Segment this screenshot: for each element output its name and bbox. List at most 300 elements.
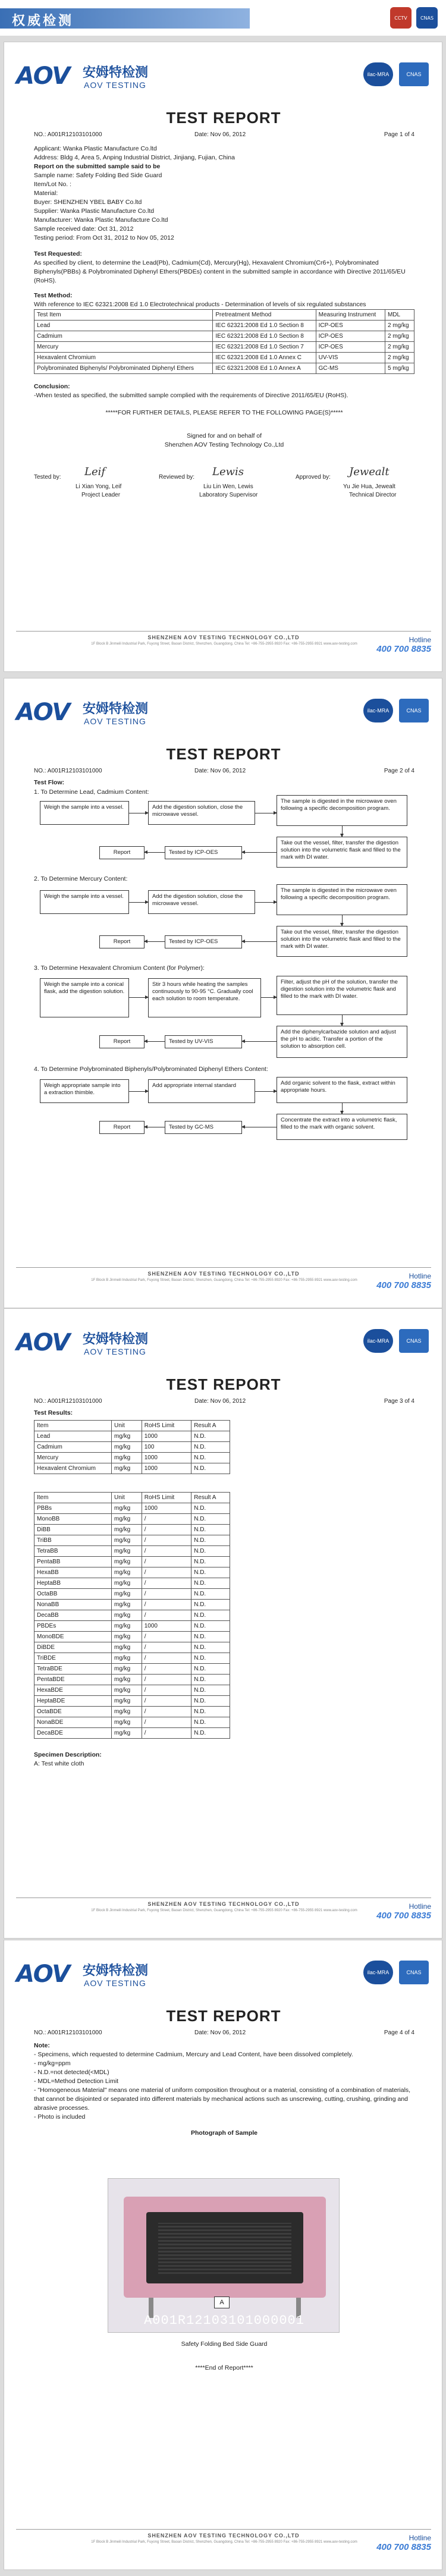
photo-caption: Safety Folding Bed Side Guard (181, 2341, 268, 2348)
flow-1-step-microwave: The sample is digested in the microwave oven following a specific decomposition program. (277, 795, 407, 826)
flow-arrow (242, 941, 277, 942)
table-cell: 1000 (142, 1431, 191, 1442)
hotline (376, 636, 431, 654)
report-meta (34, 2030, 414, 2038)
hotline-label: Hotline (409, 636, 431, 644)
table-cell: N.D. (191, 1728, 230, 1739)
table-cell: mg/kg (112, 1546, 142, 1557)
end-of-report: ****End of Report**** (195, 2364, 253, 2371)
table-cell: ICP-OES (316, 321, 385, 331)
table-cell: DecaBDE (34, 1728, 112, 1739)
photo-title: Photograph of Sample (190, 2129, 257, 2137)
company-en-name: AOV TESTING (84, 1347, 146, 1356)
page-number: Page 4 of 4 (384, 2030, 414, 2036)
ilac-mra-logo: ilac-MRA (363, 1329, 393, 1353)
sample-name: Sample name: Safety Folding Bed Side Guard (34, 172, 162, 179)
flow-3-step-weigh: Weigh the sample into a conical flask, add the digestion solution. (40, 978, 129, 1017)
table-cell: mg/kg (112, 1642, 142, 1653)
table-cell: 2 mg/kg (385, 353, 414, 363)
table-row (34, 1535, 230, 1546)
table-row (34, 342, 414, 353)
table-cell: N.D. (191, 1685, 230, 1696)
tester-name: Li Xian Yong, Leif (76, 483, 122, 490)
table-cell: N.D. (191, 1557, 230, 1567)
metals-table-body (34, 1431, 230, 1474)
table-cell: / (142, 1653, 191, 1664)
table-cell: IEC 62321:2008 Ed 1.0 Section 8 (213, 321, 316, 331)
sample-photo (108, 2178, 340, 2333)
table-header: Unit (112, 1493, 142, 1503)
buyer: Buyer: SHENZHEN YBEL BABY Co.ltd (34, 199, 142, 206)
table-cell: N.D. (191, 1525, 230, 1535)
method-text: With reference to IEC 62321:2008 Ed 1.0 Electrotechnical products - Determination of levels of six regulated substances (34, 301, 366, 308)
table-cell: / (142, 1535, 191, 1546)
requested-text: As specified by client, to determine the Lead(Pb), Cadmium(Cd), Mercury(Hg), Hexavalent Chromium(Cr6+), Polybrominated Biphenyls(PBBs) & Polybrominated Diphenyl Ethers(PBDEs) content in the submitted sample in accordance with Directive 2011/65/EU (RoHS). (34, 259, 406, 284)
table-cell: mg/kg (112, 1664, 142, 1675)
flow-4-step-concentrate: Concentrate the extract into a volumetric flask, filled to the mark with organic solvent. (277, 1114, 407, 1140)
table-cell: Lead (34, 1431, 112, 1442)
table-cell: / (142, 1610, 191, 1621)
footer-company: SHENZHEN AOV TESTING TECHNOLOGY CO.,LTD (147, 634, 300, 640)
table-row (34, 1728, 230, 1739)
flow-4-title: 4. To Determine Polybrominated Biphenyls/Polybrominated Diphenyl Ethers Content: (34, 1066, 268, 1073)
table-cell: ICP-OES (316, 331, 385, 342)
table-row (34, 1453, 230, 1463)
table-cell: 1000 (142, 1503, 191, 1514)
table-cell: / (142, 1707, 191, 1717)
table-cell: N.D. (191, 1653, 230, 1664)
flow-1-title: 1. To Determine Lead, Cadmium Content: (34, 788, 149, 796)
table-cell: / (142, 1578, 191, 1589)
company-en-name: AOV TESTING (84, 80, 146, 90)
cnas-cert-logo: CNAS (399, 62, 429, 86)
report-on: Report on the submitted sample said to be (34, 163, 161, 170)
ilac-mra-logo: ilac-MRA (363, 699, 393, 722)
page-title: TEST REPORT (166, 1375, 281, 1393)
table-cell: Cadmium (34, 1442, 112, 1453)
flow-4-report: Report (99, 1121, 145, 1134)
table-cell: MonoBDE (34, 1632, 112, 1642)
table-row (34, 1664, 230, 1675)
flow-arrow (242, 1041, 277, 1042)
table-cell: / (142, 1728, 191, 1739)
flow-3-title: 3. To Determine Hexavalent Chromium Content (for Polymer): (34, 965, 205, 972)
table-cell: mg/kg (112, 1431, 142, 1442)
results-label: Test Results: (34, 1409, 73, 1416)
further-details: *****FOR FURTHER DETAILS, PLEASE REFER TO THE FOLLOWING PAGE(S)***** (105, 409, 343, 416)
cctv-logo: CCTV (390, 7, 412, 29)
table-cell: TetraBDE (34, 1664, 112, 1675)
table-row (34, 1653, 230, 1664)
report-number: NO.: A001R12103101000 (34, 2030, 102, 2036)
tested-by-label: Tested by: (34, 474, 61, 480)
approved-by-label: Approved by: (296, 474, 331, 480)
table-cell: PBDEs (34, 1621, 112, 1632)
table-row (34, 321, 414, 331)
page-title: TEST REPORT (166, 2007, 281, 2025)
table-cell: N.D. (191, 1675, 230, 1685)
flow-arrow (145, 852, 165, 853)
table-row (34, 1621, 230, 1632)
table-cell: OctaBB (34, 1589, 112, 1600)
table-header: Item (34, 1421, 112, 1431)
flow-3-report: Report (99, 1035, 145, 1048)
flow-3-step-filter: Filter, adjust the pH of the solution, transfer the digestion solution into the volumetric flask and filled to the mark with DI water. (277, 976, 407, 1015)
table-cell: 1000 (142, 1453, 191, 1463)
table-cell: TriBB (34, 1535, 112, 1546)
table-cell: N.D. (191, 1610, 230, 1621)
table-cell: IEC 62321:2008 Ed 1.0 Section 8 (213, 331, 316, 342)
table-cell: / (142, 1717, 191, 1728)
cnas-cert-logo: CNAS (399, 1961, 429, 1984)
report-meta (34, 768, 414, 776)
table-cell: N.D. (191, 1600, 230, 1610)
note-item: - MDL=Method Detection Limit (34, 2078, 119, 2085)
table-header-row (34, 1421, 230, 1431)
flow-arrow (129, 902, 148, 903)
table-cell: HexaBDE (34, 1685, 112, 1696)
table-cell: DecaBB (34, 1610, 112, 1621)
page-title: TEST REPORT (166, 745, 281, 763)
table-header: Test Item (34, 310, 213, 321)
table-row (34, 1675, 230, 1685)
company-cn-name: 安姆特检测 (83, 1964, 149, 1978)
company-cn-name: 安姆特检测 (83, 65, 149, 80)
table-header: MDL (385, 310, 414, 321)
table-row (34, 363, 414, 374)
table-cell: 2 mg/kg (385, 321, 414, 331)
table-row (34, 353, 414, 363)
table-header: RoHS Limit (142, 1421, 191, 1431)
specimen-text: A: Test white cloth (34, 1760, 84, 1767)
aov-logo: AOV (16, 1329, 70, 1356)
table-cell: PBBs (34, 1503, 112, 1514)
specimen-label: Specimen Description: (34, 1751, 102, 1758)
page-header (16, 1325, 431, 1361)
table-cell: mg/kg (112, 1696, 142, 1707)
table-row (34, 1717, 230, 1728)
ilac-mra-logo: ilac-MRA (363, 1961, 393, 1984)
report-date: Date: Nov 06, 2012 (194, 2030, 246, 2036)
table-cell: mg/kg (112, 1535, 142, 1546)
table-cell: Hexavalent Chromium (34, 1463, 112, 1474)
item-no: Item/Lot No. : (34, 181, 72, 188)
table-cell: UV-VIS (316, 353, 385, 363)
table-header: Result A (191, 1493, 230, 1503)
table-cell: N.D. (191, 1621, 230, 1632)
page-header (16, 59, 431, 95)
table-cell: DiBB (34, 1525, 112, 1535)
table-cell: Cadmium (34, 331, 213, 342)
table-cell: HeptaBB (34, 1578, 112, 1589)
table-cell: mg/kg (112, 1578, 142, 1589)
flow-arrow (145, 1041, 165, 1042)
table-row (34, 1431, 230, 1442)
table-cell: N.D. (191, 1567, 230, 1578)
flow-4-step-weigh: Weigh appropriate sample into a extraction thimble. (40, 1079, 129, 1103)
table-cell: OctaBDE (34, 1707, 112, 1717)
page-header (16, 1957, 431, 1993)
flow-1-step-filter: Take out the vessel, filter, transfer the digestion solution into the volumetric flask and filled to the mark with DI water. (277, 837, 407, 868)
table-cell: Polybrominated Biphenyls/ Polybrominated Diphenyl Ethers (34, 363, 213, 374)
table-cell: mg/kg (112, 1525, 142, 1535)
table-cell: Hexavalent Chromium (34, 353, 213, 363)
table-cell: TetraBB (34, 1546, 112, 1557)
company-en-name: AOV TESTING (84, 1978, 146, 1988)
table-cell: PentaBB (34, 1557, 112, 1567)
aov-logo: AOV (16, 62, 70, 90)
flow-1-report: Report (99, 846, 145, 859)
flow-arrow (145, 941, 165, 942)
reviewer-signature: Lewis (212, 466, 244, 478)
table-cell: IEC 62321:2008 Ed 1.0 Annex A (213, 363, 316, 374)
footer-company: SHENZHEN AOV TESTING TECHNOLOGY CO.,LTD (147, 2533, 300, 2539)
table-cell: 1000 (142, 1463, 191, 1474)
report-date: Date: Nov 06, 2012 (194, 131, 246, 138)
signed-line-2: Shenzhen AOV Testing Technology Co.,Ltd (164, 441, 284, 448)
table-cell: N.D. (191, 1463, 230, 1474)
table-cell: 2 mg/kg (385, 331, 414, 342)
footer-divider (16, 631, 431, 632)
table-cell: TriBDE (34, 1653, 112, 1664)
flow-1-step-digest: Add the digestion solution, close the microwave vessel. (148, 801, 255, 825)
table-cell: mg/kg (112, 1600, 142, 1610)
page-header (16, 695, 431, 731)
table-row (34, 1557, 230, 1567)
table-cell: / (142, 1696, 191, 1707)
note-item: - "Homogeneous Material" means one material of uniform composition throughout or a material, consisting of a combination of materials, that cannot be disjointed or separated into different materials by mechanical actions such as unscrewing, cutting, crushing, grinding and abrasive processes. (34, 2087, 411, 2112)
table-cell: mg/kg (112, 1653, 142, 1664)
table-row (34, 1546, 230, 1557)
manufacturer: Manufacturer: Wanka Plastic Manufacture Co.ltd (34, 216, 168, 224)
flow-2-step-digest: Add the digestion solution, close the microwave vessel. (148, 890, 255, 914)
table-cell: 2 mg/kg (385, 342, 414, 353)
testing-period: Testing period: From Oct 31, 2012 to Nov 05, 2012 (34, 234, 174, 241)
flow-1-step-test: Tested by ICP-OES (165, 846, 242, 859)
table-row (34, 1525, 230, 1535)
page-footer (4, 1264, 443, 1299)
company-cn-name: 安姆特检测 (83, 1332, 149, 1347)
requested-label: Test Requested: (34, 250, 82, 257)
results-table-brominated (34, 1492, 230, 1739)
table-cell: / (142, 1567, 191, 1578)
note-item: - mg/kg=ppm (34, 2060, 71, 2067)
tester-signature: Leif (84, 466, 106, 478)
table-cell: NonaBB (34, 1600, 112, 1610)
table-header: Item (34, 1493, 112, 1503)
table-cell: N.D. (191, 1589, 230, 1600)
hotline-label: Hotline (409, 1902, 431, 1911)
table-cell: mg/kg (112, 1717, 142, 1728)
table-cell: N.D. (191, 1664, 230, 1675)
company-cn-name: 安姆特检测 (83, 702, 149, 717)
table-cell: N.D. (191, 1642, 230, 1653)
page-number: Page 3 of 4 (384, 1398, 414, 1405)
method-label: Test Method: (34, 292, 73, 299)
footer-divider (16, 2529, 431, 2530)
reviewer-name: Liu Lin Wen, Lewis (203, 483, 253, 490)
flow-4-step-standard: Add appropriate internal standard (148, 1079, 255, 1103)
approver-name: Yu Jie Hua, Jewealt (343, 483, 395, 490)
table-cell: mg/kg (112, 1453, 142, 1463)
notes-section (34, 2041, 414, 2138)
table-cell: GC-MS (316, 363, 385, 374)
flow-arrow (255, 1091, 277, 1092)
table-cell: DiBDE (34, 1642, 112, 1653)
table-row (34, 1642, 230, 1653)
flow-arrow (342, 915, 343, 926)
footer-divider (16, 1267, 431, 1268)
flow-3-step-stir: Stir 3 hours while heating the samples continuously to 90-95 °C. Gradually cool each solution to room temperature. (148, 978, 261, 1017)
hotline-label: Hotline (409, 1272, 431, 1280)
table-cell: / (142, 1525, 191, 1535)
table-row (34, 1707, 230, 1717)
table-cell: mg/kg (112, 1463, 142, 1474)
page-footer (4, 2525, 443, 2561)
hotline-number: 400 700 8835 (376, 1911, 431, 1921)
flow-arrow (255, 902, 277, 903)
table-row (34, 1696, 230, 1707)
table-row (34, 1685, 230, 1696)
signed-line-1: Signed for and on behalf of (186, 432, 262, 439)
table-cell: mg/kg (112, 1632, 142, 1642)
hotline-number: 400 700 8835 (376, 2542, 431, 2552)
table-cell: N.D. (191, 1632, 230, 1642)
banner-text: 权威检测 (12, 13, 74, 28)
flow-arrow (342, 1015, 343, 1026)
note-item: - N.D.=not detected(<MDL) (34, 2069, 109, 2076)
cnas-logo: CNAS (416, 7, 438, 29)
flow-3-step-color: Add the diphenylcarbazide solution and adjust the pH to acidic. Transfer a portion of the solution to absorption cell. (277, 1026, 407, 1058)
hotline (376, 1902, 431, 1921)
ilac-mra-logo: ilac-MRA (363, 62, 393, 86)
flow-2-title: 2. To Determine Mercury Content: (34, 875, 128, 882)
table-cell: / (142, 1589, 191, 1600)
table-cell: N.D. (191, 1696, 230, 1707)
table-cell: PentaBDE (34, 1675, 112, 1685)
report-meta (34, 131, 414, 140)
conclusion-label: Conclusion: (34, 383, 70, 390)
footer-address: 1F Block B Jinmeili Industrial Park, Fuyong Street, Baoan District, Shenzhen, Guangdong, China Tel: +86-755-2955 8920 Fax: +86-755-2955 8921 www.aov-testing.com (91, 642, 357, 646)
table-row (34, 1610, 230, 1621)
table-cell: mg/kg (112, 1589, 142, 1600)
table-cell: N.D. (191, 1442, 230, 1453)
received-date: Sample received date: Oct 31, 2012 (34, 225, 134, 233)
aov-logo: AOV (16, 699, 70, 726)
table-cell: / (142, 1685, 191, 1696)
conclusion-text: -When tested as specified, the submitted sample complied with the requirements of Directive 2011/65/EU (RoHS). (34, 392, 348, 399)
flow-2-step-test: Tested by ICP-OES (165, 935, 242, 948)
flow-2-step-microwave: The sample is digested in the microwave oven following a specific decomposition program. (277, 884, 407, 915)
approver-signature: Jewealt (349, 466, 390, 478)
table-cell: Mercury (34, 1453, 112, 1463)
table-cell: mg/kg (112, 1675, 142, 1685)
flow-3-step-test: Tested by UV-VIS (165, 1035, 242, 1048)
table-cell: mg/kg (112, 1557, 142, 1567)
photo-watermark: A001R12103101000001 (144, 2313, 304, 2328)
cnas-cert-logo: CNAS (399, 1329, 429, 1353)
approver-role: Technical Director (349, 492, 397, 498)
page-number: Page 2 of 4 (384, 768, 414, 774)
page-footer (4, 627, 443, 663)
note-label: Note: (34, 2042, 50, 2049)
table-cell: IEC 62321:2008 Ed 1.0 Annex C (213, 353, 316, 363)
signatures (34, 466, 414, 501)
table-row (34, 1600, 230, 1610)
footer-company: SHENZHEN AOV TESTING TECHNOLOGY CO.,LTD (147, 1271, 300, 1277)
flow-2-step-weigh: Weigh the sample into a vessel. (40, 890, 129, 914)
table-cell: N.D. (191, 1546, 230, 1557)
address: Address: Bldg 4, Area 5, Anping Industrial District, Jinjiang, Fujian, China (34, 154, 235, 161)
table-cell: / (142, 1546, 191, 1557)
report-number: NO.: A001R12103101000 (34, 131, 102, 138)
table-cell: HexaBB (34, 1567, 112, 1578)
table-cell: N.D. (191, 1431, 230, 1442)
table-cell: N.D. (191, 1717, 230, 1728)
table-cell: MonoBB (34, 1514, 112, 1525)
hotline-number: 400 700 8835 (376, 644, 431, 654)
flow-title (34, 778, 414, 787)
report-page-3 (4, 1308, 442, 1939)
table-header-row (34, 310, 414, 321)
table-cell: mg/kg (112, 1514, 142, 1525)
table-header: Unit (112, 1421, 142, 1431)
table-cell: N.D. (191, 1578, 230, 1589)
report-page-1 (4, 42, 442, 672)
aov-logo: AOV (16, 1961, 70, 1988)
table-cell: mg/kg (112, 1685, 142, 1696)
table-cell: 1000 (142, 1621, 191, 1632)
table-row (34, 1503, 230, 1514)
top-banner (0, 0, 446, 36)
table-row (34, 1463, 230, 1474)
mesh-pattern (158, 2223, 291, 2274)
company-en-name: AOV TESTING (84, 717, 146, 726)
table-cell: N.D. (191, 1514, 230, 1525)
footer-address: 1F Block B Jinmeili Industrial Park, Fuyong Street, Baoan District, Shenzhen, Guangdong, China Tel: +86-755-2955 8920 Fax: +86-755-2955 8921 www.aov-testing.com (91, 1909, 357, 1912)
flow-label: Test Flow: (34, 779, 65, 786)
report-page-4 (4, 1940, 442, 2570)
hotline (376, 1272, 431, 1290)
report-meta (34, 1398, 414, 1406)
table-cell: / (142, 1642, 191, 1653)
table-cell: / (142, 1664, 191, 1675)
table-cell: N.D. (191, 1453, 230, 1463)
reviewed-by-label: Reviewed by: (159, 474, 195, 480)
flow-arrow (242, 852, 277, 853)
table-header-row (34, 1493, 230, 1503)
tester-role: Project Leader (81, 492, 121, 498)
table-row (34, 1442, 230, 1453)
material: Material: (34, 190, 58, 197)
table-cell: / (142, 1600, 191, 1610)
note-item: - Specimens, which requested to determine Cadmium, Mercury and Lead Content, have been dissolved completely. (34, 2051, 353, 2058)
flow-arrow (342, 1103, 343, 1114)
flow-4-step-test: Tested by GC-MS (165, 1121, 242, 1134)
table-row (34, 1578, 230, 1589)
flow-2-step-filter: Take out the vessel, filter, transfer the digestion solution into the volumetric flask and filled to the mark with DI water. (277, 926, 407, 957)
table-cell: mg/kg (112, 1621, 142, 1632)
report-number: NO.: A001R12103101000 (34, 1398, 102, 1405)
sample-marker: A (214, 2297, 230, 2308)
table-header: Pretreatment Method (213, 310, 316, 321)
table-cell: HeptaBDE (34, 1696, 112, 1707)
report-date: Date: Nov 06, 2012 (194, 1398, 246, 1405)
table-cell: 5 mg/kg (385, 363, 414, 374)
table-cell: ICP-OES (316, 342, 385, 353)
table-cell: mg/kg (112, 1503, 142, 1514)
hotline-number: 400 700 8835 (376, 1280, 431, 1290)
